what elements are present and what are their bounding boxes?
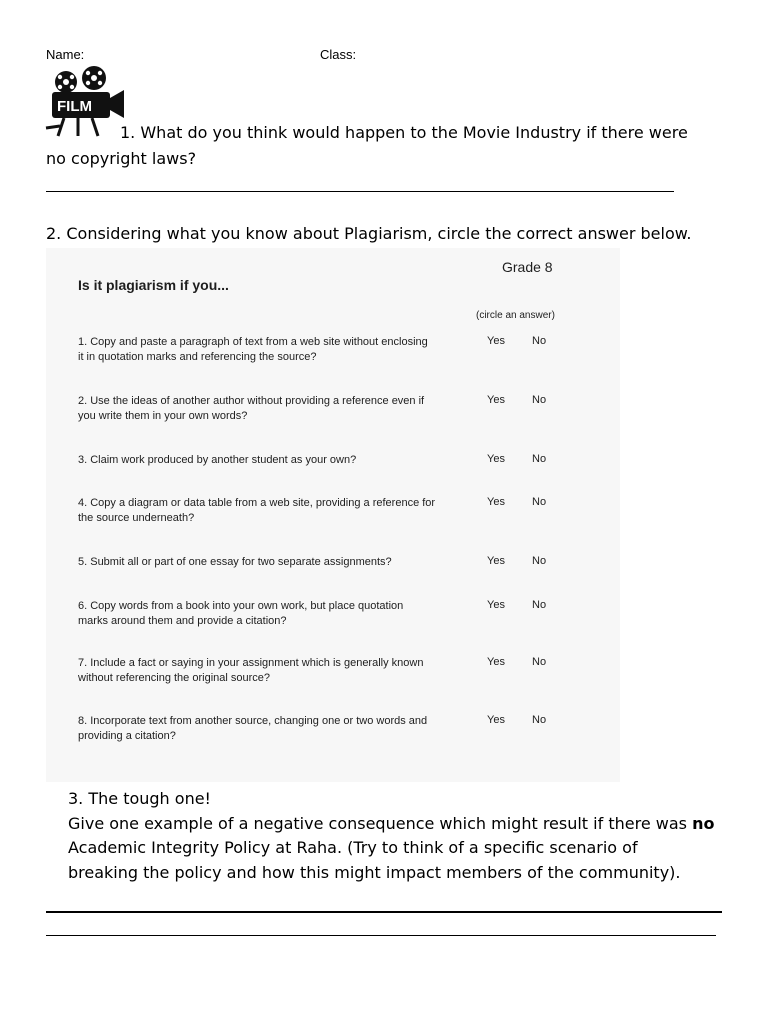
no-option: No (532, 453, 547, 465)
no-option: No (532, 599, 547, 611)
no-option: No (532, 555, 547, 567)
quiz-item-text: 1. Copy and paste a paragraph of text from a web site without enclosing (78, 336, 428, 348)
quiz-item-text: you write them in your own words? (78, 410, 248, 422)
quiz-item (78, 555, 488, 570)
quiz-item (78, 656, 488, 686)
q3-line2: Academic Integrity Policy at Raha. (Try to think of a specific scenario of (68, 838, 638, 857)
q1-answer-line (46, 191, 674, 192)
yes-option: Yes (487, 496, 505, 508)
quiz-item (78, 335, 488, 365)
quiz-item-text: without referencing the original source? (78, 672, 271, 684)
yes-option: Yes (487, 453, 505, 465)
name-label: Name: (46, 47, 85, 62)
no-option: No (532, 656, 547, 668)
film-logo-text: FILM (57, 98, 92, 115)
quiz-item-text: 3. Claim work produced by another student as your own? (78, 454, 357, 466)
film-camera-icon (44, 66, 126, 138)
quiz-item (78, 453, 488, 468)
quiz-hint: (circle an answer) (476, 310, 555, 321)
quiz-item-text: 4. Copy a diagram or data table from a web site, providing a reference for (78, 497, 436, 509)
q3-line3: breaking the policy and how this might impact members of the community). (68, 863, 681, 882)
q3-heading: 3. The tough one! (68, 789, 211, 808)
plagiarism-quiz (46, 248, 620, 782)
quiz-item (78, 714, 488, 744)
quiz-item-text: providing a citation? (78, 730, 176, 742)
q3-answer-line-2 (46, 935, 716, 936)
yes-option: Yes (487, 335, 505, 347)
yes-option: Yes (487, 599, 505, 611)
yes-option: Yes (487, 555, 505, 567)
quiz-item-text: 5. Submit all or part of one essay for two separate assignments? (78, 556, 392, 568)
quiz-item-text: it in quotation marks and referencing the source? (78, 351, 317, 363)
q1-line2: no copyright laws? (46, 149, 197, 168)
q3-emphasis: no (692, 814, 715, 833)
quiz-item (78, 496, 488, 526)
quiz-item-text: 8. Incorporate text from another source, changing one or two words and (78, 715, 428, 727)
no-option: No (532, 394, 547, 406)
q2-text: 2. Considering what you know about Plagiarism, circle the correct answer below. (46, 224, 692, 243)
yes-option: Yes (487, 656, 505, 668)
yes-option: Yes (487, 394, 505, 406)
q1-line1: 1. What do you think would happen to the Movie Industry if there were (120, 123, 688, 142)
no-option: No (532, 496, 547, 508)
quiz-item-text: 7. Include a fact or saying in your assignment which is generally known (78, 657, 424, 669)
quiz-item-text: 6. Copy words from a book into your own work, but place quotation (78, 600, 404, 612)
quiz-grade: Grade 8 (502, 259, 553, 275)
q3-answer-line-1 (46, 911, 722, 913)
quiz-item (78, 394, 488, 424)
q3-line1-text: Give one example of a negative consequence which might result if there was (68, 814, 693, 833)
quiz-title: Is it plagiarism if you... (78, 277, 229, 293)
no-option: No (532, 714, 547, 726)
no-option: No (532, 335, 547, 347)
quiz-item-text: the source underneath? (78, 512, 195, 524)
quiz-item-text: 2. Use the ideas of another author without providing a reference even if (78, 395, 425, 407)
q3-line1 (68, 812, 714, 836)
yes-option: Yes (487, 714, 505, 726)
class-label: Class: (320, 47, 357, 62)
quiz-item (78, 599, 488, 629)
quiz-item-text: marks around them and provide a citation? (78, 615, 287, 627)
